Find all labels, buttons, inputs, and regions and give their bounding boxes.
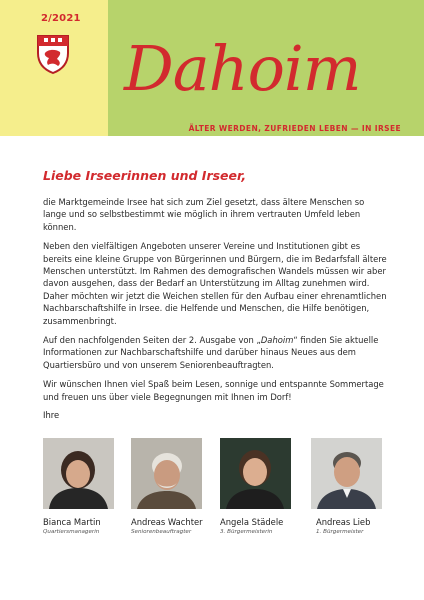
person-name: Andreas Wachter xyxy=(131,517,203,527)
person-name: Bianca Martin xyxy=(43,517,101,527)
person-card xyxy=(220,438,300,535)
portrait-photo xyxy=(131,438,202,509)
person-card xyxy=(43,438,123,535)
coat-of-arms-icon xyxy=(36,33,70,75)
person-card xyxy=(131,438,211,535)
paragraph-4: Wir wünschen Ihnen viel Spaß beim Lesen, sonnige und entspannte Sommertage und freuen uns über viele Begegnungen mit Ihnen im Dorf! xyxy=(43,379,384,402)
paragraph-3-start: Auf den nachfolgenden Seiten der 2. Ausgabe von „ xyxy=(43,335,261,346)
signatories xyxy=(43,438,383,558)
letter-closing: Ihre xyxy=(43,410,60,421)
portrait-photo xyxy=(43,438,114,509)
issue-number: 2/2021 xyxy=(41,13,81,24)
magazine-title: Dahoim xyxy=(124,32,361,105)
magazine-tagline: ÄLTER WERDEN, ZUFRIEDEN LEBEN — IN IRSEE xyxy=(188,124,401,133)
header-banner xyxy=(0,0,424,136)
person-card xyxy=(311,438,391,535)
person-role: 3. Bürgermeisterin xyxy=(220,529,273,535)
letter-body xyxy=(43,168,388,420)
paragraph-2: Neben den vielfältigen Angeboten unserer Vereine und Institutionen gibt es bereits eine kleine Gruppe von Bürgerinnen und Bürgern, die im Bedarfsfall ältere Menschen unterstützt. Im Rahmen des demografischen Wandels müssen wir aber davon ausgehen, dass der Bedarf an Unterstützung im Alltag zunehmen wird. Daher möchten wir jetzt die Weichen stellen für den Aufbau einer ehrenamtlichen Nachbarschaftshilfe in Irsee. die Helfende und Menschen, die Hilfe benötigen, zusammenbringt. xyxy=(43,241,387,326)
person-role: 1. Bürgermeister xyxy=(316,529,364,535)
paragraph-1: die Marktgemeinde Irsee hat sich zum Ziel gesetzt, dass ältere Menschen so lange und so selbstbestimmt wie möglich in ihrem vertrauten Umfeld leben können. xyxy=(43,197,365,232)
letter-greeting: Liebe Irseerinnen und Irseer, xyxy=(43,168,247,183)
paragraph-3 xyxy=(43,334,388,371)
portrait-photo xyxy=(220,438,291,509)
person-name: Angela Städele xyxy=(220,517,284,527)
paragraph-3-end: “ finden Sie aktuelle Informationen zur Nachbarschaftshilfe und darüber hinaus Neues aus dem Quartiersbüro und von unserem Seniorenbeauftragten. xyxy=(43,335,379,370)
person-role: Seniorenbeauftragter xyxy=(131,529,192,535)
portrait-photo xyxy=(311,438,382,509)
paragraph-3-emphasis: Dahoim xyxy=(260,335,294,346)
person-name: Andreas Lieb xyxy=(316,517,371,527)
person-role: Quartiersmanagerin xyxy=(43,529,100,535)
